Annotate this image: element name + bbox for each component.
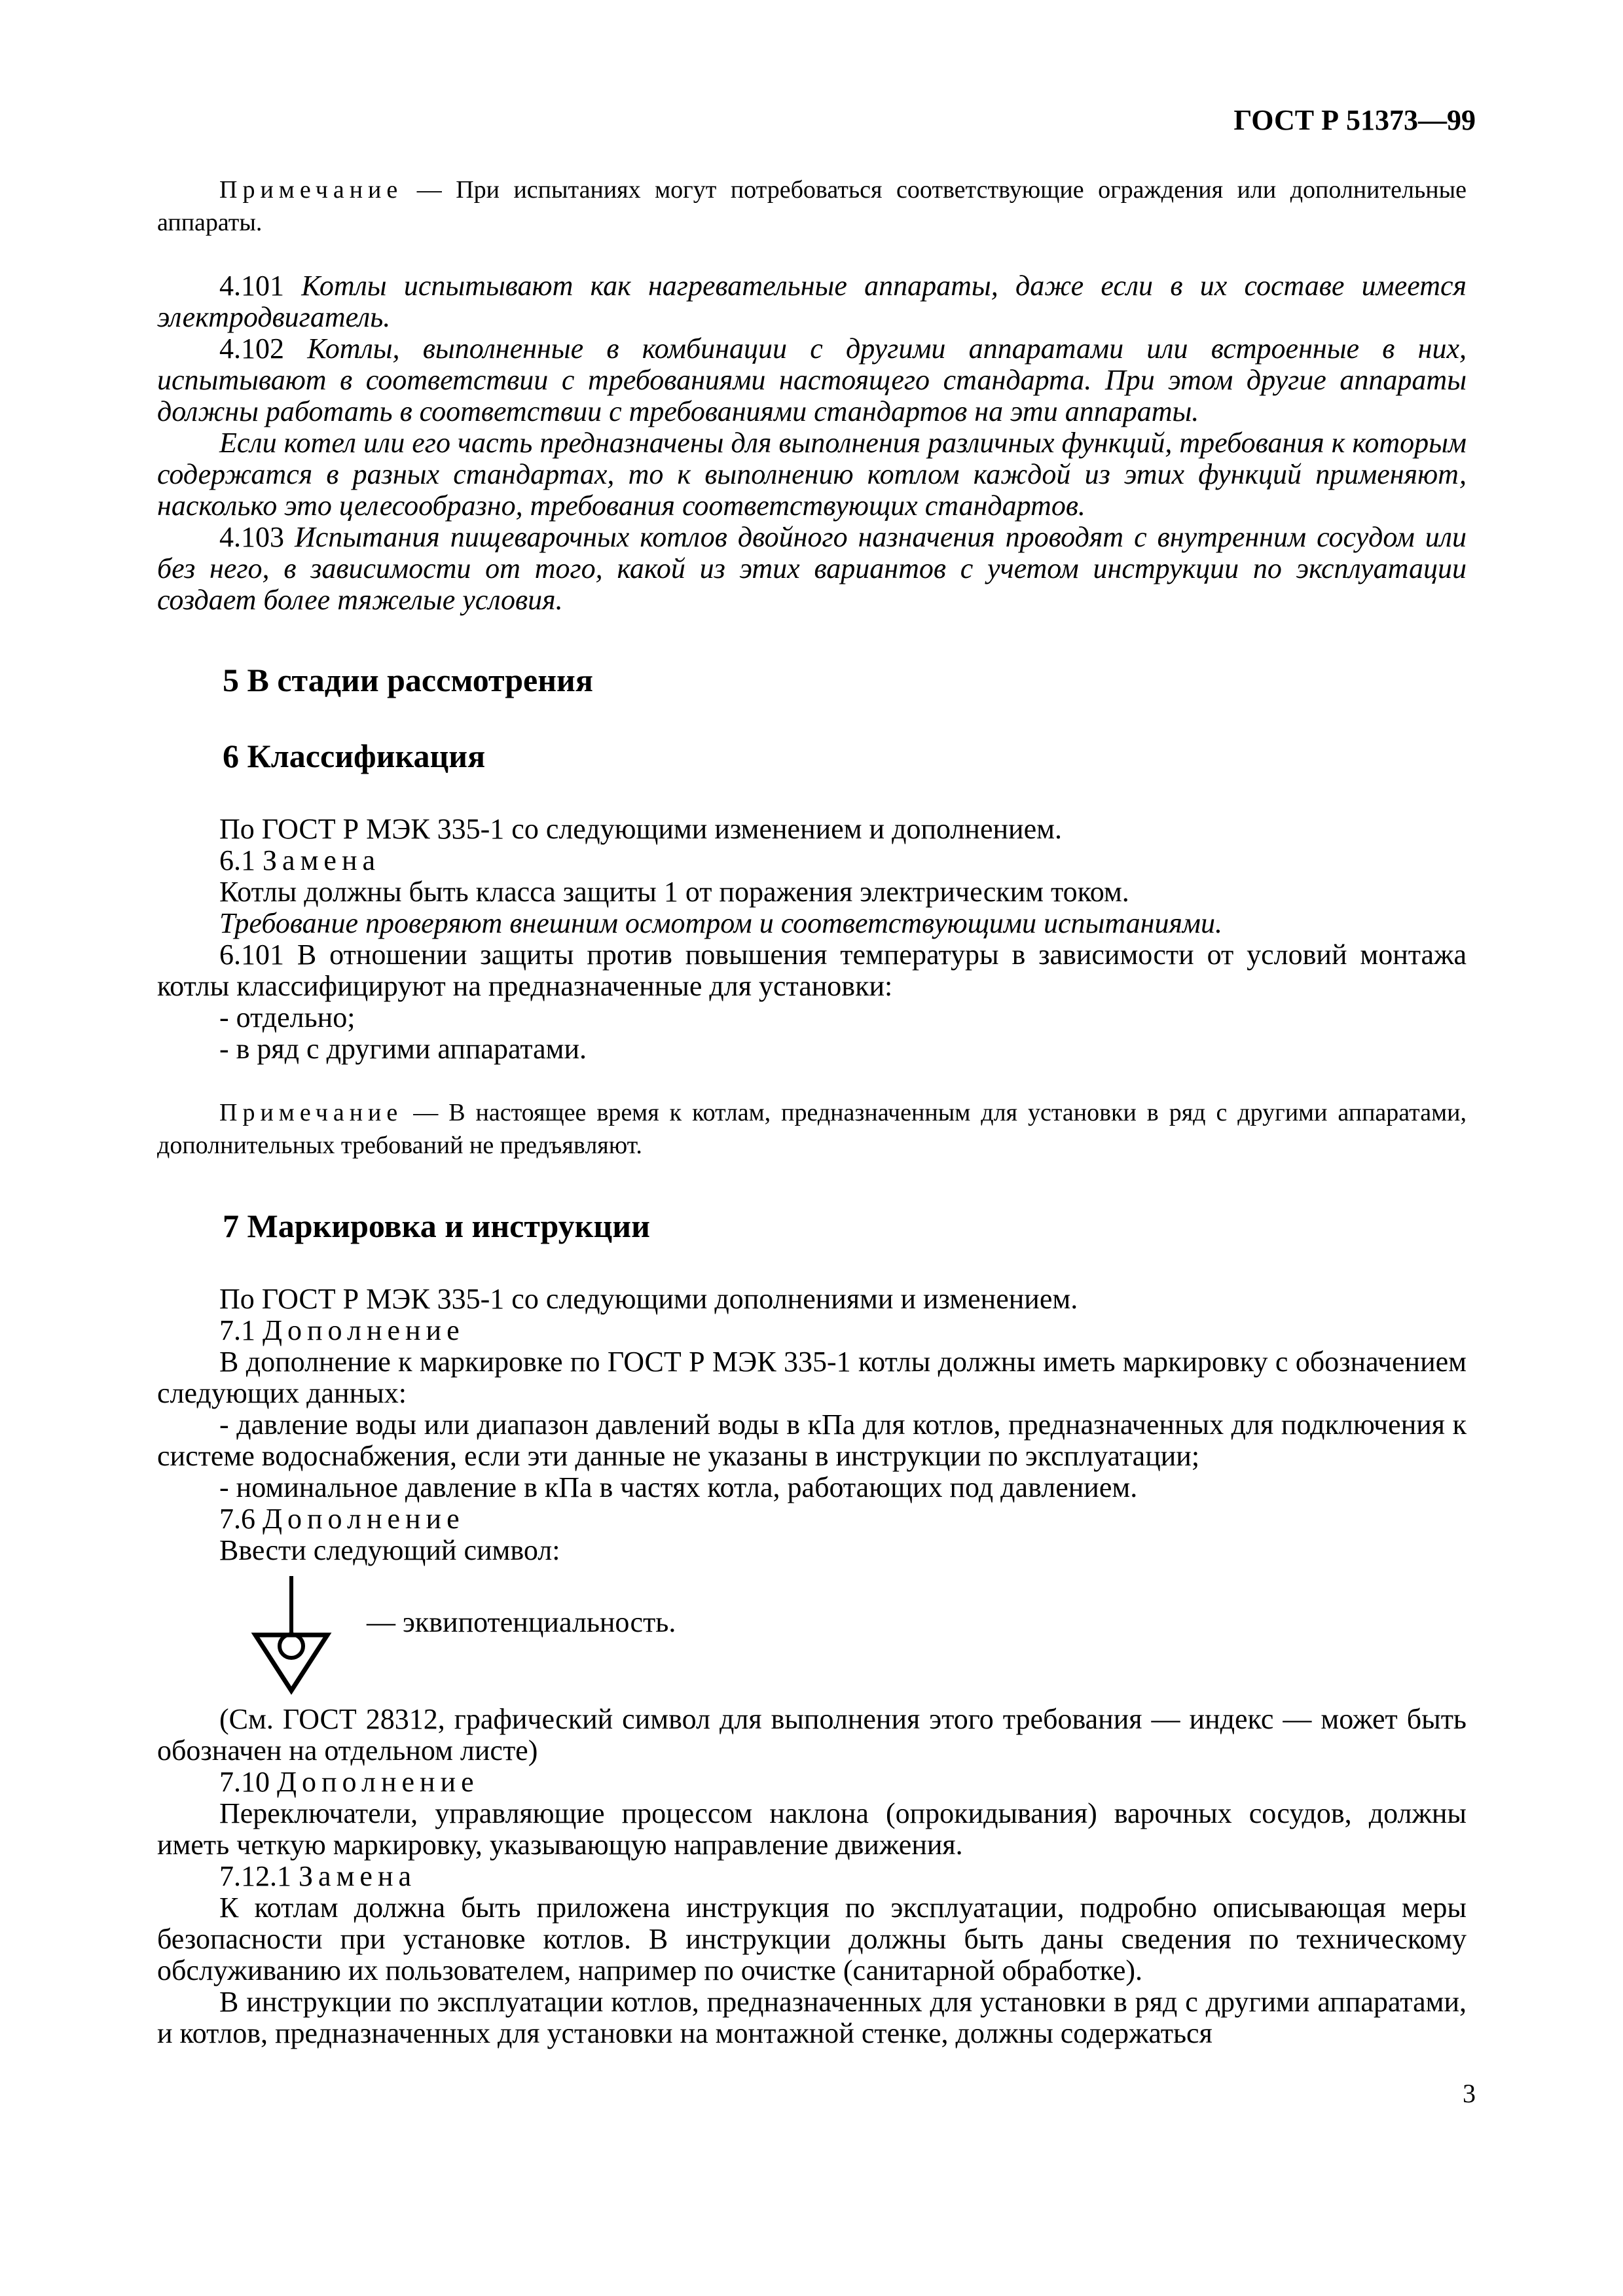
- clause-4-103: [157, 522, 1467, 616]
- clause-6-1-title: [157, 845, 1467, 876]
- list-item: - в ряд с другими аппаратами.: [219, 1033, 587, 1065]
- note-text: — При испытаниях могут потребоваться соответствующие ограждения или дополнительные аппараты.: [157, 176, 1467, 236]
- clause-7-6-text: Ввести следующий символ:: [219, 1534, 560, 1566]
- clause-6-1-text: Котлы должны быть класса защиты 1 от поражения электрическим током.: [219, 876, 1129, 908]
- clause-label: Дополнение: [263, 1503, 465, 1535]
- heading-section-6: 6 Классификация: [223, 738, 486, 774]
- clause-label: Дополнение: [263, 1314, 465, 1346]
- clause-7-6-reference: (См. ГОСТ 28312, графический символ для выполнения этого требования — индекс — может быть обозначен на отдельном листе): [157, 1703, 1467, 1767]
- clause-number: 4.103: [219, 521, 284, 553]
- clause-number: 4.101: [219, 270, 284, 302]
- clause-text: Испытания пищеварочных котлов двойного назначения проводят с внутренним сосудом или без него, в зависимости от того, какой из этих вариантов с учетом инструкции по эксплуатации создает более тяжелые условия.: [157, 521, 1467, 616]
- clause-label: Замена: [299, 1860, 417, 1892]
- clause-7-10-text: Переключатели, управляющие процессом наклона (опрокидывания) варочных сосудов, должны иметь четкую маркировку, указывающую направление движения.: [157, 1797, 1467, 1861]
- section-6-intro: По ГОСТ Р МЭК 335-1 со следующими изменением и дополнением.: [219, 813, 1062, 845]
- clause-7-1-title: [157, 1315, 1467, 1346]
- note-6: [157, 1096, 1467, 1162]
- clause-number: 7.12.1: [219, 1860, 291, 1892]
- equipotentiality-icon: [249, 1573, 334, 1697]
- clause-number: 6.101: [219, 939, 284, 971]
- clause-label: Замена: [263, 844, 381, 876]
- note-label: Примечание: [219, 176, 403, 204]
- heading-section-5: 5 В стадии рассмотрения: [223, 662, 593, 698]
- clause-text: В отношении защиты против повышения температуры в зависимости от условий монтажа котлы классифицируют на предназначенные для установки:: [157, 939, 1467, 1002]
- clause-4-101: [157, 270, 1467, 333]
- clause-6-1-check: Требование проверяют внешним осмотром и соответствующими испытаниями.: [219, 907, 1222, 939]
- clause-number: 7.10: [219, 1766, 270, 1798]
- clause-number: 6.1: [219, 844, 255, 876]
- clause-text: Котлы испытывают как нагревательные аппараты, даже если в их составе имеется электродвигатель.: [157, 270, 1467, 333]
- symbol-caption: — эквипотенциальность.: [367, 1606, 676, 1638]
- page-content: [157, 173, 1467, 2049]
- clause-4-102-paragraph-2: Если котел или его часть предназначены для выполнения различных функций, требования к которым содержатся в разных стандартах, то к выполнению котлом каждой из этих функций применяют, насколько это целесообразно, требования соответствующих стандартов.: [157, 427, 1467, 522]
- list-item: - давление воды или диапазон давлений воды в кПа для котлов, предназначенных для подключения к системе водоснабжения, если эти данные не указаны в инструкции по эксплуатации;: [157, 1408, 1467, 1472]
- page-number: 3: [1463, 2079, 1476, 2108]
- clause-text: Котлы, выполненные в комбинации с другими аппаратами или встроенные в них, испытывают в соответствии с требованиями настоящего стандарта. При этом другие аппараты должны работать в соответствии с требованиями стандартов на эти аппараты.: [157, 332, 1467, 427]
- document-code: ГОСТ Р 51373—99: [1233, 104, 1476, 136]
- clause-7-10-title: [157, 1767, 1467, 1798]
- clause-number: 7.1: [219, 1314, 255, 1346]
- equipotentiality-symbol-row: [157, 1573, 1467, 1704]
- note-text: — В настоящее время к котлам, предназначенным для установки в ряд с другими аппаратами, дополнительных требований не предъявляют.: [157, 1099, 1467, 1159]
- clause-label: Дополнение: [277, 1766, 479, 1798]
- clause-7-12-1-text-2: В инструкции по эксплуатации котлов, предназначенных для установки в ряд с другими аппаратами, и котлов, предназначенных для установки на монтажной стенке, должны содержаться: [157, 1986, 1467, 2049]
- list-item: - номинальное давление в кПа в частях котла, работающих под давлением.: [219, 1471, 1138, 1503]
- note-4: [157, 173, 1467, 239]
- clause-7-12-1-text: К котлам должна быть приложена инструкция по эксплуатации, подробно описывающая меры безопасности при установке котлов. В инструкции должны быть даны сведения по техническому обслуживанию их пользователем, например по очистке (санитарной обработке).: [157, 1892, 1467, 1986]
- clause-7-1-text: В дополнение к маркировке по ГОСТ Р МЭК 335-1 котлы должны иметь маркировку с обозначением следующих данных:: [157, 1346, 1467, 1409]
- clause-number: 7.6: [219, 1503, 255, 1535]
- section-7-intro: По ГОСТ Р МЭК 335-1 со следующими дополнениями и изменением.: [219, 1283, 1078, 1315]
- clause-6-101: [157, 939, 1467, 1002]
- clause-7-12-1-title: [157, 1861, 1467, 1892]
- note-label: Примечание: [219, 1099, 403, 1126]
- heading-section-7: 7 Маркировка и инструкции: [223, 1208, 650, 1244]
- clause-7-6-title: [157, 1503, 1467, 1535]
- clause-4-102: [157, 333, 1467, 427]
- clause-number: 4.102: [219, 332, 284, 365]
- list-item: - отдельно;: [219, 1001, 356, 1033]
